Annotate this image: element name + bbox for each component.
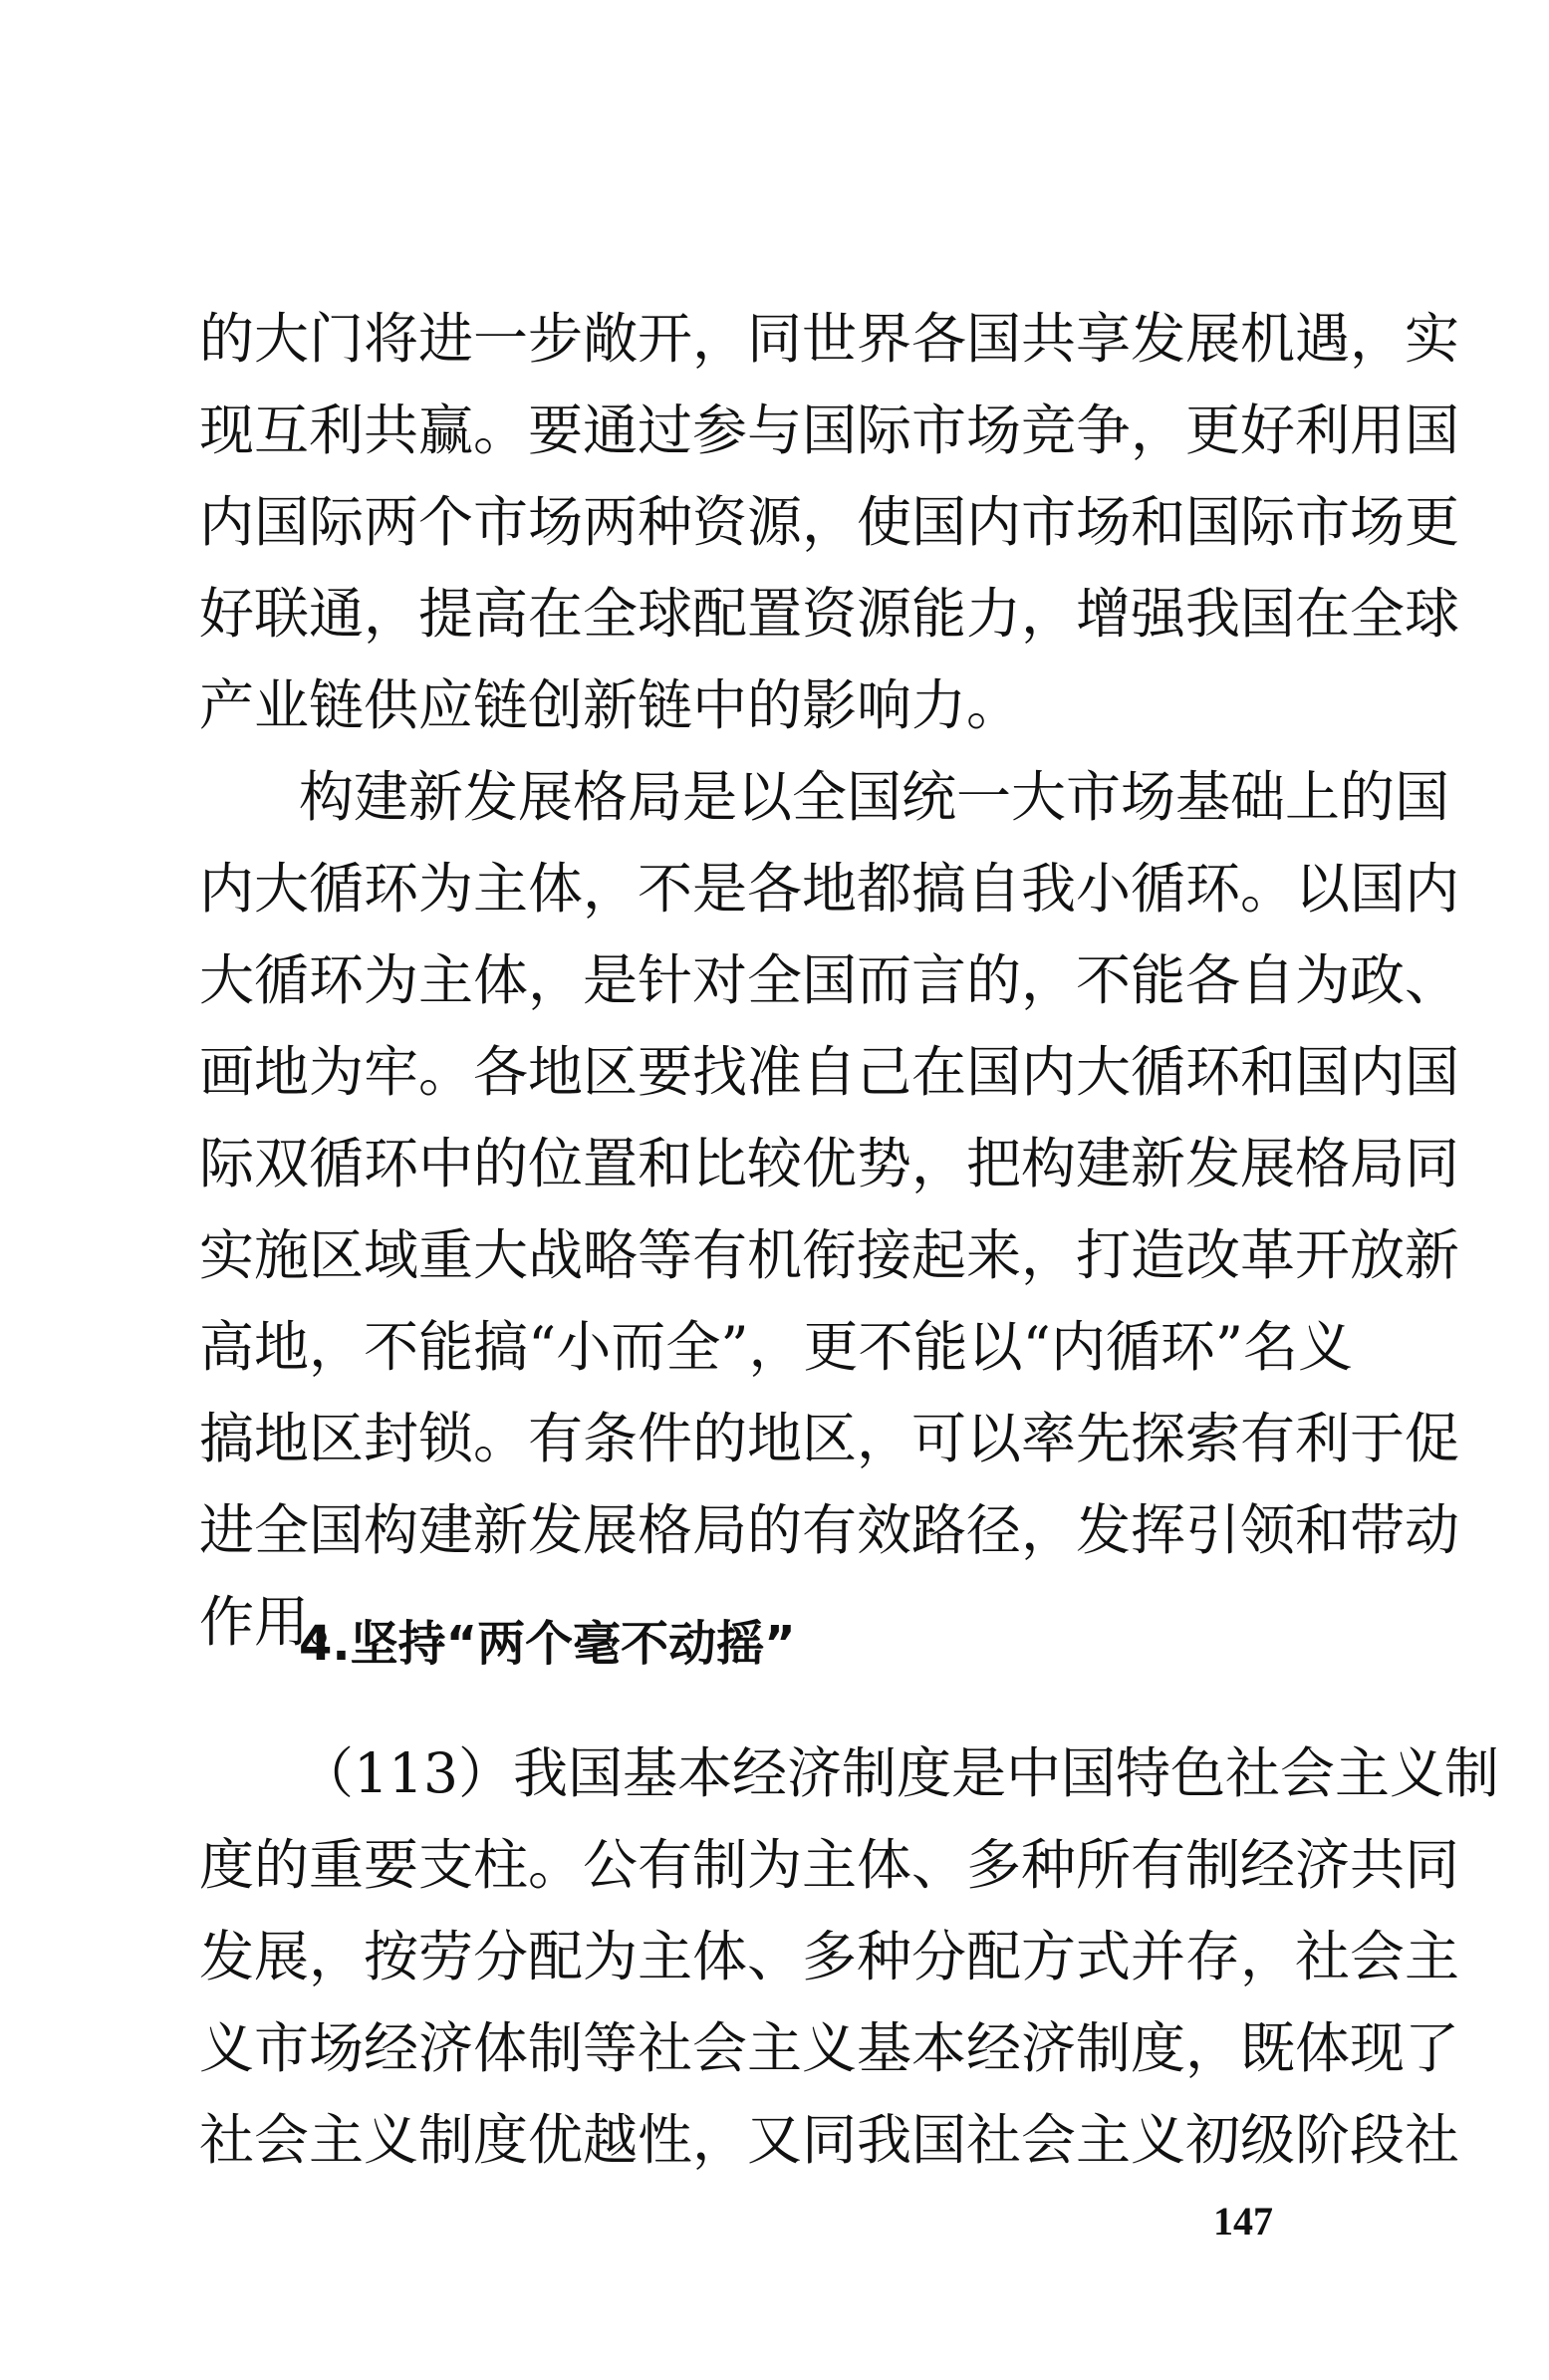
- text-line: 度的重要支柱。公有制为主体、多种所有制经济共同: [199, 1833, 1460, 1897]
- text-line: 现互利共赢。要通过参与国际市场竞争，更好利用国: [199, 398, 1460, 462]
- text-line: （113）我国基本经济制度是中国特色社会主义制: [299, 1741, 1499, 1805]
- text-line: 实施区域重大战略等有机衔接起来，打造改革开放新: [199, 1223, 1460, 1287]
- text-line: 义市场经济体制等社会主义基本经济制度，既体现了: [199, 2016, 1460, 2080]
- text-line: 产业链供应链创新链中的影响力。: [199, 673, 1022, 737]
- text-line: 进全国构建新发展格局的有效路径，发挥引领和带动: [199, 1498, 1460, 1562]
- text-line: 高地，不能搞“小而全”，更不能以“内循环”名义: [199, 1315, 1353, 1379]
- text-line: 画地为牢。各地区要找准自己在国内大循环和国内国: [199, 1040, 1460, 1104]
- text-line: 作用。: [199, 1590, 365, 1654]
- section-heading: 4.坚持“两个毫不动摇”: [299, 1616, 796, 1672]
- text-line: 内国际两个市场两种资源，使国内市场和国际市场更: [199, 490, 1460, 554]
- text-line: 的大门将进一步敞开，同世界各国共享发展机遇，实: [199, 307, 1460, 371]
- text-line: 大循环为主体，是针对全国而言的，不能各自为政、: [199, 948, 1460, 1012]
- text-line: 内大循环为主体，不是各地都搞自我小循环。以国内: [199, 857, 1460, 921]
- text-line: 社会主义制度优越性，又同我国社会主义初级阶段社: [199, 2108, 1460, 2172]
- text-line: 搞地区封锁。有条件的地区，可以率先探索有利于促: [199, 1407, 1460, 1470]
- text-line: 际双循环中的位置和比较优势，把构建新发展格局同: [199, 1132, 1460, 1195]
- page-number: 147: [1213, 2199, 1273, 2244]
- text-line: 好联通，提高在全球配置资源能力，增强我国在全球: [199, 582, 1460, 646]
- text-line: 构建新发展格局是以全国统一大市场基础上的国: [299, 765, 1450, 829]
- text-line: 发展，按劳分配为主体、多种分配方式并存，社会主: [199, 1925, 1460, 1988]
